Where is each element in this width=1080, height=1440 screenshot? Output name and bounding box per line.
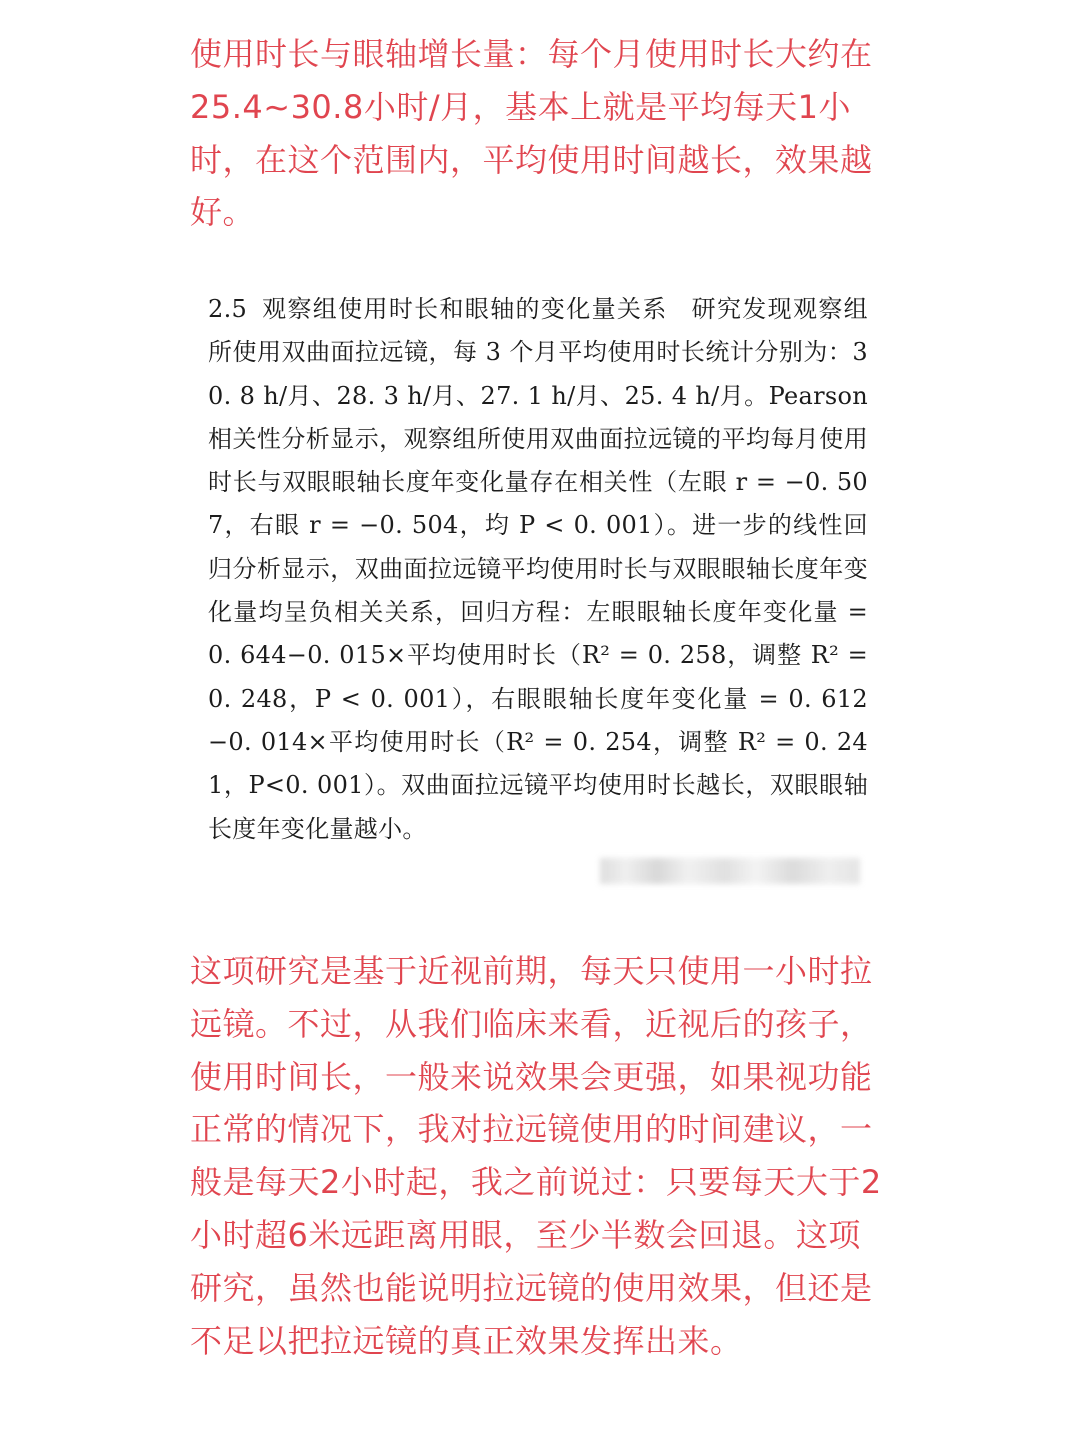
paper-excerpt [190, 284, 890, 904]
section-number: 2.5 [208, 295, 248, 323]
excerpt-body: 研究发现观察组所使用双曲面拉远镜，每 3 个月平均使用时长统计分别为：30. 8 h/月、28. 3 h/月、27. 1 h/月、25. 4 h/月。Pearson 相关性分析显示，观察组所使用双曲面拉远镜的平均每月使用时长与双眼眼轴长度年变化量存在相关性（左眼 r = −0. 507，右眼 r = −0. 504，均 P < 0. 001）。进一步的线性回归分析显示，双曲面拉远镜平均使用时长与双眼眼轴长度年变化量均呈负相关关系，回归方程：左眼眼轴长度年变化量 = 0. 644−0. 015×平均使用时长（R² = 0. 258，调整 R² = 0. 248，P < 0. 001），右眼眼轴长度年变化量 = 0. 612−0. 014×平均使用时长（R² = 0. 254，调整 R² = 0. 241，P<0. 001）。双曲面拉远镜平均使用时长越长，双眼眼轴长度年变化量越小。 [208, 295, 868, 843]
note-bottom-paragraph: 这项研究是基于近视前期，每天只使用一小时拉远镜。不过，从我们临床来看，近视后的孩子，使用时间长，一般来说效果会更强，如果视功能正常的情况下，我对拉远镜使用的时间建议，一般是每天2小时起，我之前说过：只要每天大于2小时超6米远距离用眼，至少半数会回退。这项研究，虽然也能说明拉远镜的使用效果，但还是不足以把拉远镜的真正效果发挥出来。 [190, 952, 882, 1360]
section-title: 观察组使用时长和眼轴的变化量关系 [261, 295, 668, 323]
note-top-paragraph: 使用时长与眼轴增长量：每个月使用时长大约在25.4~30.8小时/月，基本上就是平均每天1小时，在这个范围内，平均使用时间越长，效果越好。 [190, 35, 873, 232]
excerpt-text [208, 288, 868, 851]
blurred-watermark [600, 858, 860, 884]
